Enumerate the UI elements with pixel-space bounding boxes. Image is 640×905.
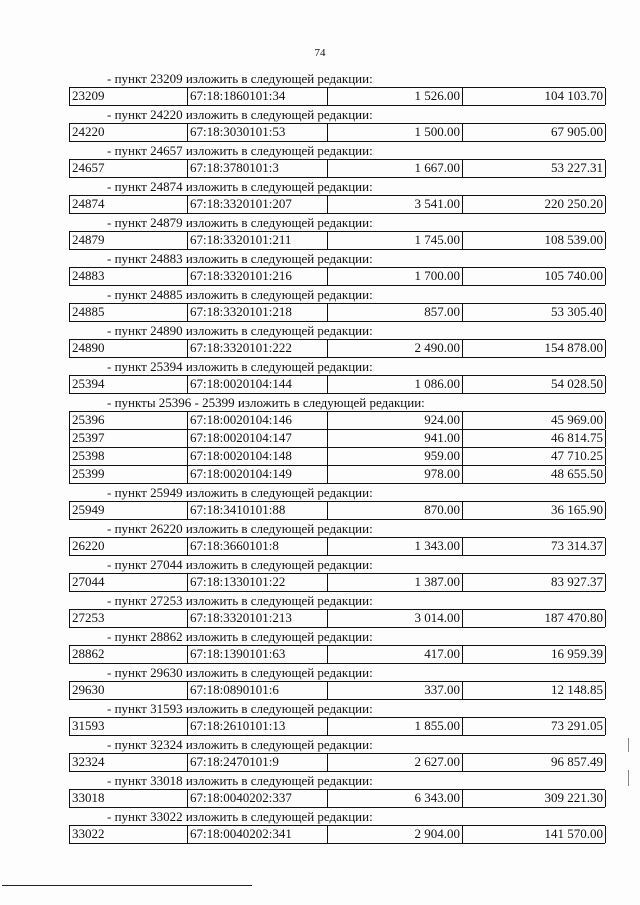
cadastral-number-cell: 67:18:1390101:63 (188, 646, 328, 663)
table-row (69, 339, 605, 358)
amendment-note: - пункт 33018 изложить в следующей редакции: (107, 773, 373, 788)
item-number-cell: 24879 (70, 232, 188, 249)
amendment-table (69, 339, 605, 358)
area-cell: 870.00 (328, 502, 463, 519)
area-cell: 1 855.00 (328, 718, 463, 735)
item-number-cell: 33022 (70, 826, 188, 843)
amendment-note: - пункт 24885 изложить в следующей редакции: (107, 287, 373, 302)
area-cell: 417.00 (328, 646, 463, 663)
cadastral-number-cell: 67:18:3660101:8 (188, 538, 328, 555)
amendment-note: - пункт 28862 изложить в следующей редакции: (107, 629, 373, 644)
amendment-note: - пункт 32324 изложить в следующей редакции: (107, 737, 373, 752)
amendment-note: - пункт 24874 изложить в следующей редакции: (107, 179, 373, 194)
footnote-rule (2, 885, 252, 886)
item-number-cell: 24883 (70, 268, 188, 285)
amendment-table (69, 303, 605, 322)
cadastral-number-cell: 67:18:3410101:88 (188, 502, 328, 519)
value-cell: 104 103.70 (463, 88, 606, 105)
amendment-table (69, 825, 605, 844)
cadastral-number-cell: 67:18:3320101:207 (188, 196, 328, 213)
table-row (69, 501, 605, 520)
value-cell: 141 570.00 (463, 826, 606, 843)
cadastral-number-cell: 67:18:3030101:53 (188, 124, 328, 141)
item-number-cell: 25398 (70, 448, 188, 465)
table-row (69, 825, 605, 844)
value-cell: 67 905.00 (463, 124, 606, 141)
amendment-note: - пункты 25396 - 25399 изложить в следующей редакции: (107, 395, 425, 410)
item-number-cell: 33018 (70, 790, 188, 807)
value-cell: 12 148.85 (463, 682, 606, 699)
area-cell: 941.00 (328, 430, 463, 447)
table-row (69, 573, 605, 592)
table-row (69, 303, 605, 322)
table-row (69, 609, 605, 628)
area-cell: 959.00 (328, 448, 463, 465)
amendment-note: - пункт 25394 изложить в следующей редакции: (107, 359, 373, 374)
amendment-note: - пункт 24883 изложить в следующей редакции: (107, 251, 373, 266)
table-row (69, 267, 605, 286)
item-number-cell: 31593 (70, 718, 188, 735)
area-cell: 1 387.00 (328, 574, 463, 591)
cadastral-number-cell: 67:18:0890101:6 (188, 682, 328, 699)
cadastral-number-cell: 67:18:2610101:13 (188, 718, 328, 735)
value-cell: 48 655.50 (463, 466, 606, 483)
cadastral-number-cell: 67:18:3320101:211 (188, 232, 328, 249)
amendment-table (69, 645, 605, 664)
item-number-cell: 29630 (70, 682, 188, 699)
amendment-table (69, 231, 605, 250)
amendment-table (69, 573, 605, 592)
amendment-note: - пункт 25949 изложить в следующей редакции: (107, 485, 373, 500)
table-row (69, 717, 605, 736)
item-number-cell: 26220 (70, 538, 188, 555)
cadastral-number-cell: 67:18:0020104:144 (188, 376, 328, 393)
area-cell: 3 541.00 (328, 196, 463, 213)
item-number-cell: 27253 (70, 610, 188, 627)
item-number-cell: 25949 (70, 502, 188, 519)
margin-mark (628, 770, 629, 786)
amendment-table (69, 717, 605, 736)
amendment-table (69, 501, 605, 520)
area-cell: 2 490.00 (328, 340, 463, 357)
item-number-cell: 32324 (70, 754, 188, 771)
item-number-cell: 25396 (70, 412, 188, 429)
cadastral-number-cell: 67:18:2470101:9 (188, 754, 328, 771)
cadastral-number-cell: 67:18:0020104:148 (188, 448, 328, 465)
item-number-cell: 24890 (70, 340, 188, 357)
value-cell: 54 028.50 (463, 376, 606, 393)
amendment-note: - пункт 24879 изложить в следующей редакции: (107, 215, 373, 230)
table-row (69, 753, 605, 772)
amendment-table (69, 537, 605, 556)
table-row (69, 87, 605, 106)
value-cell: 45 969.00 (463, 412, 606, 429)
area-cell: 1 745.00 (328, 232, 463, 249)
value-cell: 83 927.37 (463, 574, 606, 591)
area-cell: 857.00 (328, 304, 463, 321)
value-cell: 309 221.30 (463, 790, 606, 807)
amendment-table (69, 753, 605, 772)
area-cell: 1 343.00 (328, 538, 463, 555)
amendment-table (69, 267, 605, 286)
table-row (69, 195, 605, 214)
item-number-cell: 24885 (70, 304, 188, 321)
area-cell: 1 700.00 (328, 268, 463, 285)
value-cell: 46 814.75 (463, 430, 606, 447)
item-number-cell: 23209 (70, 88, 188, 105)
value-cell: 96 857.49 (463, 754, 606, 771)
value-cell: 73 314.37 (463, 538, 606, 555)
value-cell: 53 227.31 (463, 160, 606, 177)
area-cell: 1 526.00 (328, 88, 463, 105)
amendment-note: - пункт 27044 изложить в следующей редакции: (107, 557, 373, 572)
value-cell: 73 291.05 (463, 718, 606, 735)
value-cell: 36 165.90 (463, 502, 606, 519)
cadastral-number-cell: 67:18:1330101:22 (188, 574, 328, 591)
table-row (69, 789, 605, 808)
amendment-note: - пункт 26220 изложить в следующей редакции: (107, 521, 373, 536)
area-cell: 3 014.00 (328, 610, 463, 627)
amendment-note: - пункт 24890 изложить в следующей редакции: (107, 323, 373, 338)
amendment-note: - пункт 29630 изложить в следующей редакции: (107, 665, 373, 680)
table-row (69, 123, 605, 142)
amendment-table (69, 195, 605, 214)
page-number: 74 (314, 47, 326, 59)
table-row (69, 645, 605, 664)
value-cell: 105 740.00 (463, 268, 606, 285)
table-row (69, 375, 605, 394)
item-number-cell: 24220 (70, 124, 188, 141)
cadastral-number-cell: 67:18:0040202:337 (188, 790, 328, 807)
cadastral-number-cell: 67:18:1860101:34 (188, 88, 328, 105)
value-cell: 154 878.00 (463, 340, 606, 357)
cadastral-number-cell: 67:18:3320101:222 (188, 340, 328, 357)
area-cell: 924.00 (328, 412, 463, 429)
amendment-table (69, 609, 605, 628)
cadastral-number-cell: 67:18:3320101:213 (188, 610, 328, 627)
amendment-note: - пункт 24657 изложить в следующей редакции: (107, 143, 373, 158)
area-cell: 1 086.00 (328, 376, 463, 393)
amendment-note: - пункт 23209 изложить в следующей редакции: (107, 71, 373, 86)
table-row (69, 430, 605, 448)
amendment-note: - пункт 27253 изложить в следующей редакции: (107, 593, 373, 608)
table-row (69, 537, 605, 556)
value-cell: 187 470.80 (463, 610, 606, 627)
cadastral-number-cell: 67:18:3780101:3 (188, 160, 328, 177)
item-number-cell: 25394 (70, 376, 188, 393)
cadastral-number-cell: 67:18:3320101:216 (188, 268, 328, 285)
table-row (69, 411, 605, 430)
table-row (69, 448, 605, 466)
amendment-table (69, 87, 605, 106)
table-row (69, 681, 605, 700)
table-row (69, 231, 605, 250)
value-cell: 47 710.25 (463, 448, 606, 465)
item-number-cell: 27044 (70, 574, 188, 591)
margin-mark (628, 738, 629, 752)
amendment-table (69, 789, 605, 808)
cadastral-number-cell: 67:18:0020104:146 (188, 412, 328, 429)
amendments-list (69, 70, 605, 844)
value-cell: 220 250.20 (463, 196, 606, 213)
value-cell: 53 305.40 (463, 304, 606, 321)
amendment-table (69, 159, 605, 178)
amendment-table (69, 411, 605, 484)
item-number-cell: 25397 (70, 430, 188, 447)
area-cell: 2 904.00 (328, 826, 463, 843)
table-row (69, 466, 605, 484)
item-number-cell: 28862 (70, 646, 188, 663)
amendment-table (69, 123, 605, 142)
value-cell: 108 539.00 (463, 232, 606, 249)
area-cell: 337.00 (328, 682, 463, 699)
amendment-table (69, 681, 605, 700)
area-cell: 978.00 (328, 466, 463, 483)
cadastral-number-cell: 67:18:0020104:149 (188, 466, 328, 483)
table-row (69, 159, 605, 178)
item-number-cell: 25399 (70, 466, 188, 483)
amendment-note: - пункт 31593 изложить в следующей редакции: (107, 701, 373, 716)
area-cell: 6 343.00 (328, 790, 463, 807)
cadastral-number-cell: 67:18:0020104:147 (188, 430, 328, 447)
item-number-cell: 24657 (70, 160, 188, 177)
cadastral-number-cell: 67:18:0040202:341 (188, 826, 328, 843)
area-cell: 1 667.00 (328, 160, 463, 177)
value-cell: 16 959.39 (463, 646, 606, 663)
area-cell: 1 500.00 (328, 124, 463, 141)
area-cell: 2 627.00 (328, 754, 463, 771)
amendment-table (69, 375, 605, 394)
amendment-note: - пункт 33022 изложить в следующей редакции: (107, 809, 373, 824)
cadastral-number-cell: 67:18:3320101:218 (188, 304, 328, 321)
item-number-cell: 24874 (70, 196, 188, 213)
amendment-note: - пункт 24220 изложить в следующей редакции: (107, 107, 373, 122)
